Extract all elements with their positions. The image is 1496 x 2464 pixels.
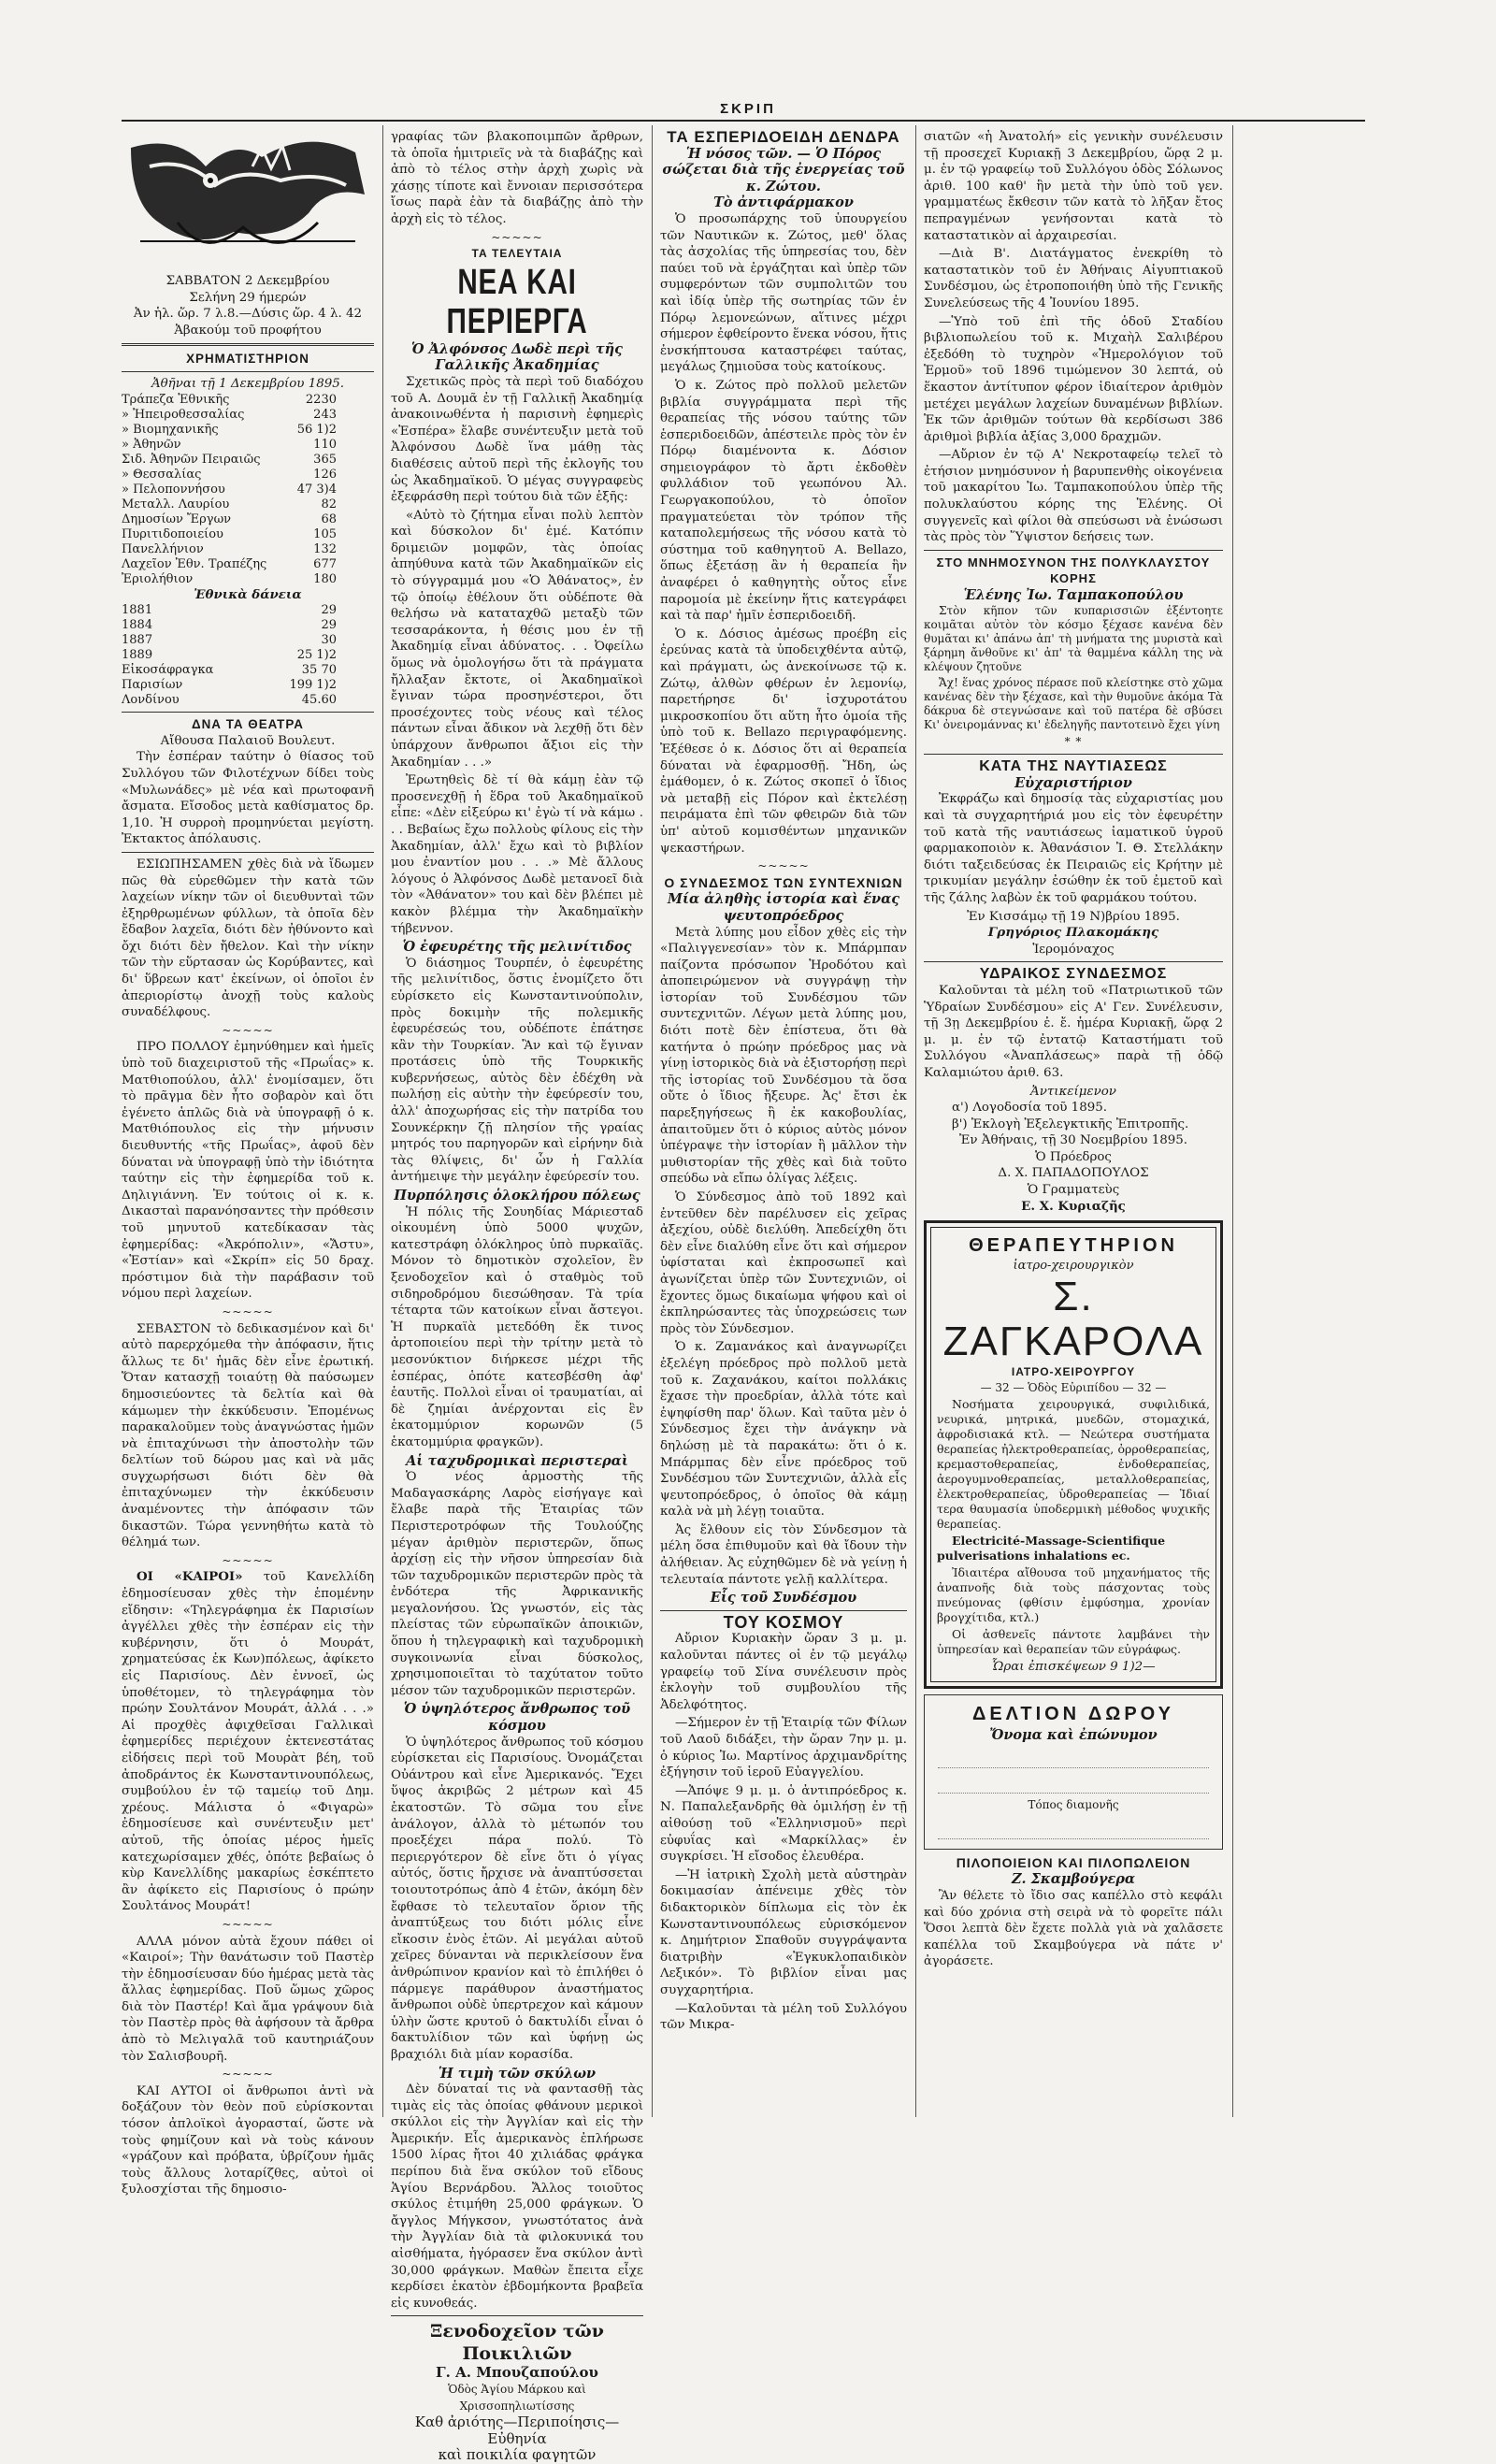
table-row <box>122 497 374 512</box>
article-paragraph: Αὔριον Κυριακὴν ὥραν 3 μ. μ. καλοῦνται πάντες οἱ ἐν τῷ μεγάλῳ γραφείῳ τοῦ Σίνα συνέλευσιν πρὸς ἐκλογὴν τοῦ συμβουλίου τῆς Ἀδελφότητος. <box>660 1632 907 1712</box>
article-paragraph: —Ὑπὸ τοῦ ἐπὶ τῆς ὁδοῦ Σταδίου βιβλιοπωλείου τοῦ κ. Μιχαὴλ Σαλιβέρου ἐξεδόθη τὸ τυχηρὸν «Ἡμερολόγιον τοῦ Ἑρμοῦ» τοῦ 1896 τιμώμενον 30 λεπτά, οὐ ἕκαστον ἀντίτυπον φέρον ἰδιαίτερον ἀριθμὸν μετέχει μεγάλων λαχείων δυναμένων βιβλίων. Ἐκ τῶν ἀριθμῶν τούτων θὰ κερδίσωσι 386 ἀριθμοὶ βιβλία ἀξίας 3,000 δραχμῶν. <box>924 314 1223 444</box>
table-row <box>122 393 374 408</box>
society-headline: ΤΟΥ ΚΟΣΜΟΥ <box>723 1612 844 1632</box>
article-paragraph: —Ἡ ἰατρικὴ Σχολὴ μετὰ αὐστηρὰν δοκιμασίαν ἀπένειμε χθὲς τὸν διδακτορικὸν δίπλωμα εἰς τὸν ἐκ Κωνσταντινουπόλεως εὐρισκόμενον κ. Δημήτριον Σπαθοῦν συγγράψαντα διατριβὴν «Ἐγκυκλοπαιδικὸν Λεξικόν». Τὸ βιβλίον εἶναι μας συγχαρητήρια. <box>660 1867 907 1997</box>
article-paragraph: ΑΛΛΑ μόνον αὐτὰ ἔχουν πάθει οἱ «Καιροί»; Τὴν θανάτωσιν τοῦ Παστὲρ τὴν ἐδημοσίευσαν δύο ἡμέρας μετὰ τὰς ἄλλας ἐφημερίδας. Ποῦ ὥμως χῶρος διὰ τὸν Παστέρ! Καὶ ἅμα γράψουν διὰ τὸν Παστὲρ πρὸς θὰ ἀφήσουν τὰ ἄρθρα ἀπὸ τὸ Μελιγαλᾶ τοῦ καυτηριάζουν τὸν Σαλισβουρῆ. <box>122 1934 374 2064</box>
exchange-title: ΧΡΗΜΑΤΙΣΤΗΡΙΟΝ <box>186 352 309 367</box>
hydra-secretary-name: Ε. Χ. Κυριαζῆς <box>1021 1198 1126 1214</box>
row-label: Λονδίνου <box>122 693 180 708</box>
hydra-secretary-label: Ὁ Γραμματεὺς <box>1027 1183 1120 1198</box>
table-row <box>122 572 374 587</box>
date-line-4: Ἀβακούμ τοῦ προφήτου <box>174 323 322 338</box>
table-row <box>122 483 374 497</box>
table-row <box>122 678 374 693</box>
clinic-text: Ἰδιαιτέρα αἴθουσα τοῦ μηχανήματος τῆς ἀναπνοῆς διὰ τοὺς πάσχοντας τοὺς πνεύμονας (φθίσιν ἐμφύσημα, χρονίαν βρογχίτιδα, κτλ.) <box>937 1565 1210 1625</box>
row-value: 677 <box>313 556 337 571</box>
clinic-role: ΙΑΤΡΟ-ΧΕΙΡΟΥΡΓΟΥ <box>1011 1364 1136 1378</box>
hotel-ad-address: Ὁδὸς Ἁγίου Μάρκου καὶ Χρισσοπηλιωτίσσης <box>448 2383 586 2413</box>
loans-table <box>122 603 374 708</box>
clinic-ad-inner <box>930 1227 1216 1681</box>
column-rule <box>915 125 916 2117</box>
exchange-table <box>122 393 374 587</box>
article-paragraph: Δὲν δύναταί τις νὰ φαντασθῇ τὰς τιμὰς εἰς τὰς ὁποίας φθάνουν μερικοὶ σκύλλοι εἰς τὴν Ἀγγλίαν καὶ εἰς τὴν Ἀμερικήν. Εἷς ἀμερικανὸς ἐπλήρωσε 1500 λίρας ἤτοι 40 χιλιάδας φράγκα περίπου διὰ ἕνα σκύλον τοῦ εἴδους Ἁγίου Βερνάρδου. Ἄλλος τοιοῦτος σκύλος ἐτιμήθη 25,000 φράγκων. Ὁ ἄγγλος Μήγκσον, γνωστότατος ἀνὰ τὴν Ἀγγλίαν διὰ τὰ φιλοκυνικά του αἰσθήματα, ἠγόρασεν ἕνα σκύλον ἀντὶ 30,000 φράγκων. Μαθὼν ἔπειτα εἶχε κερδίσει ἑκατὸν ἐβδομήκοντα βραβεῖα εἰς κυνοθεάς. <box>391 2082 643 2311</box>
article-paragraph: «Αὐτὸ τὸ ζήτημα εἶναι πολὺ λεπτὸν καὶ δύσκολον δι' ἐμέ. Κατόπιν δριμειῶν μομφῶν, τὰς ὁποίας ἀπηύθυνα κατὰ τῶν Ἀκαδημαϊκῶν εἰς τὸ σύγγραμμά μου «Ὁ Ἀθάνατος», ἐν τῷ ὁποίῳ ἐθέλουν ὅτι οὐδέποτε θὰ θελήσω νὰ καταταχθῶ μεταξὺ τῶν τεσσαράκοντα, ἡ θέσις μου ἐν τῇ Ἀκαδημίᾳ εἶναι ἀδύνατος. . . Ὀφείλω ὅμως νὰ ὁμολογήσω ὅτι τὰ πράγματα ἤλλαξαν ἔκτοτε, οἱ Ἀκαδημαϊκοὶ ἔγιναν τώρα προσηνέστεροι, ὅτι προσέχοντες τοὺς νέους καὶ τέλος πάντων εἶναι ἄδικον νὰ λεχθῇ ὅτι δὲν ὑπάρχουν ἄνθρωποι ἄξιοι εἰς τὴν Ἀκαδημίαν . . .» <box>391 508 643 770</box>
date-line-3: Ἀν ἡλ. ὥρ. 7 λ.8.—Δύσις ὥρ. 4 λ. 42 <box>133 307 363 322</box>
row-value: 29 <box>321 603 337 618</box>
clinic-subtitle: ἰατρο-χειρουργικὸν <box>1013 1259 1134 1274</box>
citrus-headline: ΤΑ ΕΣΠΕΡΙΔΟΕΙΔΗ ΔΕΝΔΡΑ <box>667 128 900 146</box>
article-paragraph: Ὁ προσωπάρχης τοῦ ὑπουργείου τῶν Ναυτικῶν κ. Ζώτος, μεθ' ὅλας τὰς ἀσχολίας τῆς ὑπηρεσίας του, δὲν παύει τοῦ νὰ ἐργάζηται καὶ ὑπὲρ τῶν συμφερόντων τῶν συμπολιτῶν του καὶ ἰδίᾳ ὑπὲρ τῆς σωτηρίας τῶν ἐν Πόρῳ λεμονεώνων, αἵτινες μέχρι σήμερον ἐφθείροντο ἕνεκα νόσου, ἥτις ἐνσκήπτουσα καταστρέφει ταύτας, μεγάλως ζημιοῦσα τοὺς κατοίκους. <box>660 211 907 375</box>
article-paragraph: —Αὔριον ἐν τῷ Α' Νεκροταφείῳ τελεῖ τὸ ἐτήσιον μνημόσυνον ἡ βαρυπενθὴς οἰκογένεια τοῦ μακαρίτου Ἰω. Ταμπακοπούλου ὑπὲρ τῆς πολυκλαύστου κόρης της Ἑλένης. Οἱ συγγενεῖς καὶ φίλοι θὰ σπεύσωσι νὰ ἐνώσωσι τὰς πρὸς τὸν Ὕψιστον δεήσεις των. <box>924 448 1223 545</box>
row-label: 1887 <box>122 633 153 648</box>
row-label: Μεταλλ. Λαυρίου <box>122 497 230 512</box>
row-label: Παρισίων <box>122 678 183 693</box>
nausea-signature-title: Ἱερομόναχος <box>1032 942 1115 957</box>
row-label: 1884 <box>122 618 153 633</box>
hydra-president-name: Δ. Χ. ΠΑΠΑΔΟΠΟΥΛΟΣ <box>998 1166 1149 1181</box>
row-label: Πυριτιδοποιείου <box>122 526 223 541</box>
article-paragraph: ΚΑΙ ΑΥΤΟΙ οἱ ἄνθρωποι ἀντὶ νὰ δοξάζουν τὸν θεὸν ποῦ εὑρίσκονται τόσον ἀπλοϊκοὶ ἀγορασταί, ὥστε νὰ τοὺς φημίζουν καὶ νὰ τοὺς κάνουν «γράζουν καὶ πρόβατα, ὑβρίζουν ἡμᾶς τοὺς ἄλλους λοταρίζθες, αὐτοὶ οἱ ξυλοσχίσται τῆς δημοσιο- <box>122 2083 374 2197</box>
clinic-ad <box>924 1220 1223 1688</box>
divider <box>122 712 374 713</box>
row-label: » Θεσσαλίας <box>122 467 202 482</box>
row-value: 2230 <box>305 392 337 407</box>
divider <box>924 754 1223 755</box>
hydra-agenda-item: β') Ἐκλογὴ Ἐξελεγκτικῆς Ἐπιτροπῆς. <box>952 1117 1189 1131</box>
row-value: 365 <box>313 452 337 467</box>
section-title: Ἡ τιμὴ τῶν σκύλων <box>438 2065 597 2082</box>
citrus-subheadline: Ἡ νόσος τῶν. — Ὁ Πόρος σώζεται διὰ τῆς ἐνεργείας τοῦ κ. Ζώτου. <box>662 145 905 195</box>
article-paragraph: Ὁ διάσημος Τουρπέν, ὁ ἐφευρέτης τῆς μελινίτιδος, ὅστις ἐνομίζετο ὅτι εὑρίσκετο εἰς Κωνσταντινούπολιν, πρὸς δοκιμὴν τῆς πολεμικῆς ἐφευρέσεώς του, οὐδέποτε ἐπάτησε κἂν τὴν Τουρκίαν. Ἂν καὶ τῷ ἔγιναν προτάσεις ὑπὸ τῆς Τουρκικῆς κυβερνήσεως, αὐτὸς δὲν ἐδέχθη νὰ πωλήσῃ εἰς αὐτὴν τὴν ἐφεύρεσίν του, ἀλλ' ἀποχωρήσας εἰς τὴν πατρίδα του Σουνκέρκην ζῇ πλησίον τῆς γραίας μητρός του παρηγορῶν καὶ εἰρήνην διὰ τὰς θλίψεις, δι' ὧν ἡ Γαλλία ἀντήμειψε τὴν μεγάλην ἐφεύρεσίν του. <box>391 956 643 1185</box>
article-paragraph: Καλοῦνται τὰ μέλη τοῦ «Πατριωτικοῦ τῶν Ὑδραίων Συνδέσμου» εἰς Α' Γεν. Συνέλευσιν, τῇ 3ῃ Δεκεμβρίου ἐ. ἔ. ἡμέρα Κυριακῇ, ὥρᾳ 2 μ. μ. ἐν τῷ ἐντατῷ Καταστήματι τοῦ Συλλόγου «Ἀναπλάσεως» παρὰ τῇ ὁδῷ Καλαμιώτου ἀριθ. 63. <box>924 983 1223 1080</box>
theatres-subtitle: Αἴθουσα Παλαιοῦ Βουλευτ. <box>160 733 336 748</box>
row-label: Σιδ. Ἀθηνῶν Πειραιῶς <box>122 452 261 467</box>
column-rule <box>1232 125 1233 2117</box>
hydra-headline: ΥΔΡΑΙΚΟΣ ΣΥΝΔΕΣΜΟΣ <box>979 966 1168 983</box>
clinic-title: ΘΕΡΑΠΕΥΤΗΡΙΟΝ <box>969 1235 1178 1257</box>
hotel-ad-title: Ξενοδοχεῖον τῶν Ποικιλιῶν <box>430 2321 604 2365</box>
column-rule <box>382 125 383 2117</box>
article-paragraph: Ἡ πόλις τῆς Σουηδίας Μάριεσταδ οἰκουμένη ὑπὸ 5000 ψυχῶν, κατεστράφη ὁλόκληρος ὑπὸ πυρκαϊᾶς. Μόνον τὸ δημοτικὸν σχολεῖον, ἓν ξενοδοχεῖον καὶ ὁ σταθμὸς τοῦ σιδηροδρόμου διεσώθησαν. Τὰ τρία τέταρτα τῶν κατοίκων εἶναι ἄστεγοι. Ἡ πυρκαϊὰ μετεδόθη ἔκ τινος ἀρτοποιείου περὶ τὴν τρίτην μετὰ τὸ μεσονύκτιον διήρκεσε μέχρι τῆς ἑσπέρας, ὁπότε κατεσβέσθη ἀφ' ἑαυτῆς. Πολλοὶ εἶναι οἱ τραυματίαι, αἱ δὲ ζημίαι ἀνέρχονται εἰς ἓν ἑκατομμύριον κορωνῶν (5 ἑκατομμύρια φραγκῶν). <box>391 1204 643 1449</box>
news-title: ΝΕΑ ΚΑΙ ΠΕΡΙΕΡΓΑ <box>446 262 588 341</box>
hat-shop-text: Ἂν θέλετε τὸ ἴδιο σας καπέλλο στὸ κεφάλι καὶ δύο χρόνια στὴ σειρὰ νὰ τὸ φορεῖτε πάλι Ὅσοι λεπτὰ δὲν ἔχετε πολλὰ γιὰ νὰ χαλᾶσετε καπέλλα τοῦ Σκαμβούγερα νὰ πάτε ν' ἀγοράσετε. <box>924 1889 1223 1969</box>
article-paragraph: Ὁ ὑψηλότερος ἄνθρωπος τοῦ κόσμου εὑρίσκεται εἰς Παρισίους. Ὀνομάζεται Οὐάντρου καὶ εἶνε Ἀμερικανός. Ἔχει ὕψος ἀκριβῶς 2 μέτρων καὶ 45 ἑκατοστῶν. Τὸ σῶμα του εἶνε ἀνάλογον, ἀλλὰ τὸ μέτωπόν του προεξέχει πάρα πολύ. Τὸ περιεργότερον δὲ εἶνε ὅτι ὁ γίγας αὐτός, ὅστις ἤρχισε νὰ ἀναπτύσσεται τοιουτοτρόπως ἀπὸ 4 ἐτῶν, ἀκόμη δὲν ἔφθασε τὸ τελευταῖον ὅριον τῆς ἀναπτύξεως του διότι μόλις εἶνε εἴκοσιν ἐνὸς ἐτῶν. Αἱ μεγάλαι αὐτοῦ χεῖρες δύνανται νὰ περικλείσουν ἕνα ἀνθρώπινον κρανίον καὶ τὸ ἐπιλήθει ὁ πάρμεγε παράθυρον ἀναστήματος ἄνθρωποι οὐδὲ ὑπερτρεχον καὶ κάμουν ὑλὴν ὥστε κρυτοῦ ὁ δακτυλίδι εἶναι ὁ δακτυλίδιον τῶν καὶ ὑφήνῃ ὡς βραχιόλι διὰ μίαν κορασίδα. <box>391 1735 643 2062</box>
clinic-text: Οἱ ἀσθενεῖς πάντοτε λαμβάνει τὴν ὑπηρεσίαν καὶ θεραπείαν τῶν εὐγράφως. <box>937 1627 1210 1657</box>
article-paragraph: Ὁ νέος ἁρμοστὴς τῆς Μαδαγασκάρης Λαρὸς εἰσήγαγε καὶ ἔλαβε παρὰ τῆς Ἑταιρίας τῶν Περιστεροτρόφων τῆς Τουλούζης μέγαν ἀριθμὸν περιστερῶν, ὅπως ἀρχίσῃ εἰς τὴν νῆσον ὑπηρεσίαν διὰ τῶν ταχυδρομικῶν περιστερῶν πρὸς τὰ ἐνδότερα τῆς Ἀφρικανικῆς μεγαλονήσου. Ὡς γνωστόν, εἰς τὰς πλείστας τῶν εὐρωπαϊκῶν ἀποικιῶν, ὅπου ἡ τηλεγραφικὴ καὶ ταχυδρομικὴ συγκοινωνία εἶναι δύσκολος, χρησιμοποιεῖται τὸ ταχύτατον τοῦτο μέσον τῶν ταχυδρομικῶν περιστερῶν. <box>391 1470 643 1698</box>
clinic-address: — 32 — Ὁδὸς Εὐριπίδου — 32 — <box>980 1381 1167 1395</box>
nausea-headline: ΚΑΤΑ ΤΗΣ ΝΑΥΤΙΑΣΕΩΣ <box>979 758 1168 775</box>
row-label: Ἐριολήθιον <box>122 571 194 586</box>
table-row <box>122 618 374 633</box>
hydra-agenda-title: Ἀντικείμενον <box>1030 1084 1116 1099</box>
row-value: 132 <box>313 541 337 556</box>
article-paragraph: ΣΕΒΑΣΤΟΝ τὸ δεδικασμένον καὶ δι' αὐτὸ παρερχόμεθα τὴν ἀπόφασιν, ἥτις ἄλλως τε δι' ἡμᾶς δὲν εἶνε ἐρωτική. Ὅταν κατασχῇ τοιαύτῃ θὰ παύσωμεν δημοσιεύοντες τὰ δελτία καὶ θὰ κάμωμεν τὴν ἐκκύδευσιν. Ἐπομένως παρακαλοῦμεν τοὺς ἀναγνώστας ἡμῶν νὰ ἐπιταχύνωσι τὴν ἀποστολὴν τῶν δελτίων τοῦ δώρου μας καὶ νὰ μᾶς συγχωρήσωσι διότι δὲν θὰ ἐπιταχύνωμεν τὴν ἐκκύδευσιν ἀναμένοντες τὴν ἀπόφασιν τῶν δικαστῶν. Τώρα γεννηθήτω κατὰ τὸ θέλημά των. <box>122 1321 374 1550</box>
nausea-place-date: Ἐν Κισσάμῳ τῇ 19 Ν)βρίου 1895. <box>967 909 1180 924</box>
row-label: Δημοσίων Ἔργων <box>122 512 232 526</box>
table-row <box>122 438 374 453</box>
top-rule <box>122 120 1365 122</box>
table-row <box>122 527 374 542</box>
table-row <box>122 453 374 468</box>
ornament: ~~~~~ <box>222 1917 274 1931</box>
masthead-logo <box>122 129 374 267</box>
row-value: 29 <box>321 618 337 633</box>
article-paragraph: Ἐρωτηθεὶς δὲ τί θὰ κάμῃ ἐὰν τῷ προσενεχθῇ ἡ ἕδρα τοῦ Ἀκαδημαϊκοῦ εἶπε: «Δὲν εἰξεύρω κι' ἐγὼ τί νὰ κάμω . . . Βεβαίως ἔχω πολλοὺς φίλους εἰς τὴν Ἀκαδημίαν, ἀλλ' ἔχω καὶ τὸ βιβλίον μου ἐναντίον μου . . .» Μὲ ἄλλους λόγους ὁ Ἀλφόνσος Δωδὲ μετανοεῖ διὰ τὸν «Ἀθάνατον» του καὶ δὲν βλέπει μὲ κακὸν βλέμμα τὴν Ἀκαδημαϊκὴν τήβεννον. <box>391 773 643 936</box>
section-title: Ὁ ἐφευρέτης τῆς μελινίτιδος <box>402 939 632 956</box>
clinic-text: Νοσήματα χειρουργικά, συφιλιδικά, νευρικά, μητρικά, μυεδῶν, στομαχικά, ἀφροδισιακά κτλ. — Νεώτερα συστήματα θεραπείας ἠλεκτροθεραπείας, ὀρροθεραπείας, κρεμαστοθεραπείας, ἐνδοθεραπείας, ἀερογυμνοθεραπείας, μεταλλοθεραπείας, ἐλεκτροθεραπείας, ὑδροθεραπείας — Ἰδιαί τερα θαυμασία ὑποδερμικὴ μέθοδος ψυχικῆς θεραπείας. <box>937 1397 1210 1532</box>
hat-shop-title: ΠΙΛΟΠΟΙΕΙΟΝ ΚΑΙ ΠΙΛΟΠΩΛΕΙΟΝ <box>956 1854 1191 1870</box>
hotel-ad-line2: καὶ ποικιλία φαγητῶν <box>438 2446 597 2464</box>
row-label: » Βιομηχανικῆς <box>122 422 219 437</box>
kairoi-lead: ΟΙ «ΚΑΙΡΟΙ» <box>137 1569 243 1585</box>
ornament: ~~~~~ <box>757 859 810 873</box>
gift-name-line[interactable] <box>938 1747 1209 1768</box>
section-title: Πυρπόλησις ὁλοκλήρου πόλεως <box>394 1188 640 1204</box>
hydra-agenda-item: α') Λογοδοσία τοῦ 1895. <box>952 1101 1108 1116</box>
exchange-subtitle: Ἀθῆναι τῇ 1 Δεκεμβρίου 1895. <box>151 376 345 391</box>
table-row <box>122 648 374 663</box>
gift-place-line[interactable] <box>938 1818 1209 1839</box>
row-label: Τράπεζα Ἐθνικῆς <box>122 392 230 407</box>
guilds-subheadline: Μία ἀληθὴς ἱστορία καὶ ἕνας ψευτοπρόεδρος <box>667 891 900 924</box>
article-paragraph: —Σήμερον ἐν τῇ Ἑταιρίᾳ τῶν Φίλων τοῦ Λαοῦ διδάξει, τὴν ὥραν 7ην μ. μ. ὁ κύριος Ἰω. Μαρτίνος ἀρχιμανδρίτης ἐξήγησιν τοῦ ἱεροῦ Εὐαγγελίου. <box>660 1716 908 1780</box>
row-label: Λαχεῖον Ἐθν. Τραπέζης <box>122 556 267 571</box>
memorial-name: Ἑλένης Ἰω. Ταμπακοπούλου <box>963 587 1184 604</box>
loans-title: Ἐθνικὰ δάνεια <box>194 586 302 602</box>
row-label: Πανελλήνιον <box>122 541 204 556</box>
hydra-president-label: Ὁ Πρόεδρος <box>1035 1149 1112 1164</box>
hat-shop-name: Ζ. Σκαμβούγερα <box>1011 1871 1136 1888</box>
gift-name-line[interactable] <box>938 1772 1209 1794</box>
divider <box>924 961 1223 962</box>
row-value: 126 <box>313 467 337 482</box>
ornament: ~~~~~ <box>222 2068 274 2082</box>
divider <box>122 852 374 853</box>
table-row <box>122 557 374 572</box>
theatres-body: Τὴν ἑσπέραν ταύτην ὁ θίασος τοῦ Συλλόγου τῶν Φιλοτέχνων δίδει τοὺς «Μυλωνάδες» μὲ νέα καὶ πρωτοφανῆ ἄσματα. Εἴσοδος μετὰ καθίσματος δρ. 1,10. Ἡ συρροὴ προμηνύεται μεγίστη. Ἐκτακτος ἀπόλαυσις. <box>122 750 374 847</box>
section-title: Ὁ Ἀλφόνσος Δωδὲ περὶ τῆς Γαλλικῆς Ἀκαδημίας <box>411 340 623 374</box>
row-value: 56 1)2 <box>296 422 337 437</box>
row-value: 82 <box>321 497 337 512</box>
row-value: 199 1)2 <box>289 678 337 693</box>
article-paragraph: ΠΡΟ ΠΟΛΛΟΥ ἐμηνύθημεν καὶ ἡμεῖς ὑπὸ τοῦ διαχειριστοῦ τῆς «Πρωΐας» κ. Ματθιοπούλου, ἀλλ' ἐνομίσαμεν, ὅτι τὸ πρᾶγμα δὲν ἦτο σοβαρὸν καὶ ὅτι ἐγένετο ἁπλῶς διὰ νὰ ὑπογραφῇ ὁ κ. Ματθιόπουλος εἰς τὴν μήνυσιν διευθυντής «τῆς Πρωΐας», ἀφοῦ δὲν δύναται νὰ ὑπογραφῇ ὑπὸ τὴν ἰδιότητα ταύτην εἰς τὴν ἐφημερίδα τοῦ κ. Δηλιγιάννη. Ἐν τούτοις οἱ κ. κ. Δικασταὶ παρανόησαντες τὴν πρόθεσιν τοῦ μηνυτοῦ κατεδίκασαν τὰς ἐφημερίδας: «Ἀκρόπολιν», «Ἄστυ», «Ἑστίαν» καὶ «Σκρίπ» εἰς 50 δραχ. πρόστιμον διὰ τὴν παράβασιν τοῦ νόμου περὶ λαχείων. <box>122 1040 374 1302</box>
row-label: » Ἠπειροθεσσαλίας <box>122 407 245 422</box>
table-row <box>122 423 374 438</box>
column-2 <box>391 129 643 2464</box>
row-value: 35 70 <box>301 663 337 678</box>
row-value: 68 <box>321 512 337 526</box>
article-paragraph: Ὁ κ. Δόσιος ἀμέσως προέβη εἰς ἐρεύνας κατὰ τὰ ὑποδειχθέντα αὐτῷ, καὶ πράγματι, ὡς ἀνεκοίνωσε τῷ κ. Ζώτῳ, ἀλθὼν φθέρων ἐν λεμονίῳ, παρετήρησε δι' ἰσχυροτάτου μικροσκοπίου ὅτι αὕτη ἦτο ὁμοία τῆς ὑπὸ τοῦ κ. Bellazo περιγραφόμενης. Ἐξέθεσε ὁ κ. Δόσιος ὅτι αἱ θεραπεία δύναται νὰ ἐφαρμοσθῇ. Ἤδη, ὡς ἐμάθομεν, ὁ κ. Ζώτος σκοπεῖ ὁ ἴδιος νὰ μεταβῇ εἰς Πόρον καὶ ἐκτελέσῃ πειράματα ἐπὶ τῶν φθειρῶν διὰ τῶν ὑπ' αὐτοῦ κομισθέντων μηχανικῶν ψεκαστήρων. <box>660 627 907 856</box>
row-value: 110 <box>313 437 337 452</box>
hotel-ad-line1: Καθ ἀριότης—Περιποίησις—Εὐθηνία <box>414 2414 620 2447</box>
row-label: Εἰκοσάφραγκα <box>122 663 214 678</box>
article-paragraph: —Ἀπόψε 9 μ. μ. ὁ ἀντιπρόεδρος κ. Ν. Παπαλεξανδρῆς θὰ ὁμιλήσῃ ἐν τῇ αἰθούσῃ τοῦ «Ἑλληνισμοῦ» περὶ εὐφυΐας καὶ «Μαρκίλλας» ἐν συγκρίσει. Ἡ εἴσοδος ἐλευθέρα. <box>660 1783 907 1865</box>
table-row <box>122 603 374 618</box>
citrus-subheadline-2: Τὸ ἀντιφάρμακον <box>713 195 854 211</box>
row-value: 30 <box>321 633 337 648</box>
date-line-1: ΣΑΒΒΑΤΟΝ 2 Δεκεμβρίου <box>165 274 330 288</box>
memorial-title: ΣΤΟ ΜΝΗΜΟΣΥΝΟΝ ΤΗΣ ΠΟΛΥΚΛΑΥΣΤΟΥ ΚΟΡΗΣ <box>936 555 1211 586</box>
divider <box>122 371 374 372</box>
article-paragraph: γραφίας τῶν βλακοποιμπῶν ἄρθρων, τὰ ὁποῖα ἡμιτριεῖς νὰ τὰ διαβάζῃς καὶ ἀπὸ τὸ τέλος στὴν ἀρχὴ χωρὶς νὰ χάσῃς τίποτε καὶ ἔννοιαν περισσότερα ἴσως παρὰ ἐὰν τὰ διαβάζῃς ἀπὸ τὴν ἀρχὴ εἰς τὸ τέλος. <box>391 130 643 226</box>
table-row <box>122 408 374 423</box>
article-paragraph: ΕΣΙΩΠΗΣΑΜΕΝ χθὲς διὰ νὰ ἴδωμεν πῶς θὰ εὑρεθῶμεν τὴν κατὰ τῶν λαχείων νίκην τῶν οἱ διευθυνταὶ τῶν ἐξηρθρωμένων φύλλων, τὰ ὁποῖα δὲν ἔδαβον λαχεῖα, διότι δὲν ἠθύνοντο καὶ ὄχι διότι δὲν ἤθελον. Καὶ τὴν νίκην τῶν τὴν εὕρτασαν ὡς Κορύβαντες, καὶ δι' ὕβρεων κατ' ἐκείνων, οἱ ὁποῖοι ἐν ἀπεριορίστῳ ἀνοχῇ τοὺς καλοὺς συναδέλφους. <box>122 857 374 1020</box>
row-value: 180 <box>313 571 337 586</box>
memorial-poem: Στὸν κῆπον τῶν κυπαρισσιῶν ἐξέντοητε κοιμᾶται αὐτὸν τὸν κόσμο ξέχασε κανένα δὲν θυμᾶται κι' ἀπάνω ἀπ' τὴ μνήματα της μυριστὰ καὶ ξάρημη ἄνθοῦνε κι' ἀπ' τὰ θαμμένα κάλλη της νὰ κλέψουν ζητοῦνε <box>924 603 1223 673</box>
ornament: * * <box>1064 734 1083 748</box>
paper-name-top: ΣΚΡΙΠ <box>720 101 776 117</box>
article-paragraph: Ὁ κ. Ζώτος πρὸ πολλοῦ μελετῶν βιβλία συγγράμματα περὶ τῆς θεραπείας τῆς νόσου ταύτης τῶν ἑσπεριδοειδῶν, ἀπέστειλε πρὸς τὸν ἐν Πόρῳ διαμένοντα κ. Δόσιον σημειογράφον τὸ ἄρτι ἐκδοθὲν φυλλάδιον τοῦ γεωπόνου Ἀλ. Γεωργακοπούλου, τὸ ὁποῖον πραγματεύεται τὸν τρόπον τῆς καταπολεμήσεως τῆς νόσου κατὰ τὸ σύστημα τοῦ καθηγητοῦ Α. Bellazo, ὅπως ἐξετάσῃ ἂν ἡ θεραπεία ἣν ἀναφέρει ὁ καθηγητὴς οὗτος εἶνε παρομοία μὲ ἐκείνην ἥτις κατεγράφει καὶ τὰ παρ' ἡμῖν ἑσπεριδοειδῆ. <box>660 378 907 624</box>
row-label: » Πελοποννήσου <box>122 482 225 497</box>
table-row <box>122 693 374 708</box>
table-row <box>122 633 374 648</box>
news-kicker: ΤΑ ΤΕΛΕΥΤΑΙΑ <box>471 247 563 261</box>
nausea-subheadline: Εὐχαριστήριον <box>1014 774 1132 791</box>
divider <box>924 550 1223 551</box>
article-paragraph <box>122 1569 374 1914</box>
guilds-signature: Εἷς τοῦ Συνδέσμου <box>710 1590 857 1607</box>
guilds-headline: Ο ΣΥΝΔΕΣΜΟΣ ΤΩΝ ΣΥΝΤΕΧΝΙΩΝ <box>664 874 903 890</box>
row-value: 105 <box>313 526 337 541</box>
gift-title: ΔΕΛΤΙΟΝ ΔΩΡΟΥ <box>971 1703 1175 1724</box>
gift-name-label: Ὄνομα καὶ ἐπώνυμον <box>989 1726 1158 1743</box>
table-row <box>122 542 374 557</box>
row-value: 47 3)4 <box>296 482 337 497</box>
clinic-hours: Ὧραι ἐπισκέψεων 9 1)2— <box>991 1660 1156 1675</box>
article-paragraph: σιατῶν «ἡ Ἀνατολή» εἰς γενικὴν συνέλευσιν τῇ προσεχεῖ Κυριακῇ 3 Δεκεμβρίου, ὥρᾳ 2 μ. μ. ἐν τῷ γραφείῳ τοῦ Συλλόγου ὁδὸς Σόλωνος ἀριθ. 100 καθ' ἣν μετὰ τὴν ὑπὸ τοῦ γεν. γραμματέως ἔκθεσιν τῶν κατὰ τὸ λῆξαν ἔτος πεπραγμένων γενήσονται κατὰ τὸ καταστατικὸν αἱ ἀρχαιρεσίαι. <box>924 130 1223 243</box>
ornament: ~~~~~ <box>222 1553 274 1567</box>
theatres-title: ΔΝΑ ΤΑ ΘΕΑΤΡΑ <box>192 717 304 732</box>
date-line-2: Σελήνη 29 ήμερών <box>189 290 307 305</box>
table-row <box>122 512 374 527</box>
column-rule <box>652 125 653 2117</box>
nausea-signature: Γρηγόριος Πλακομάκης <box>987 925 1159 941</box>
row-label: 1881 <box>122 603 153 618</box>
article-paragraph: —Καλοῦνται τὰ μέλη τοῦ Συλλόγου τῶν Μικρα- <box>660 2001 907 2033</box>
column-4 <box>924 129 1223 2111</box>
gift-place-label: Τόπος διαμονῆς <box>1028 1798 1119 1812</box>
table-row <box>122 663 374 678</box>
article-paragraph: Ὁ κ. Ζαμανάκος καὶ ἀναγνωρίζει ἐξελέγη πρόεδρος πρὸ πολλοῦ μετὰ τοῦ κ. Ζαχανάκου, καίτοι πολλάκις ἔχασε τὴν προεδρίαν, ἀλλὰ τότε καὶ ἐψηφίσθη παρ' ὅλων. Καὶ ταῦτα μὲν ὁ Σύνδεσμος ἔχει τὴν ἀνάγκην νὰ δηλώσῃ μὲ τὰ παρακάτω: ὅτι ὁ κ. Μπάρμπας δὲν εἶνε πρόεδρος τοῦ Συνδέσμου τῶν Συντεχνιῶν, ἀλλὰ εἷς ψευτοπρόεδρος, ὁ ὁποῖος θὰ κάμῃ καλὰ νὰ μὴ λέγῃ τοιαῦτα. <box>660 1340 907 1520</box>
ornament: ~~~~~ <box>491 230 543 244</box>
gift-coupon[interactable] <box>924 1694 1223 1850</box>
row-label: » Ἀθηνῶν <box>122 437 181 452</box>
clinic-name: Σ. ΖΑΓΚΑΡΟΛΑ <box>942 1273 1204 1364</box>
clinic-text: Electricité-Massage-Scientifique pulverisations inhalations ec. <box>937 1534 1166 1563</box>
ornament: ~~~~~ <box>222 1304 274 1318</box>
devil-logo-icon <box>122 129 374 267</box>
hydra-date: Ἐν Ἀθήναις, τῇ 30 Νοεμβρίου 1895. <box>958 1133 1188 1148</box>
row-value: 25 1)2 <box>296 648 337 663</box>
section-title: Ὁ ὑψηλότερος ἄνθρωπος τοῦ κόσμου <box>403 1701 631 1735</box>
divider <box>660 1610 907 1611</box>
ornament: ~~~~~ <box>222 1023 274 1037</box>
divider <box>122 343 374 346</box>
row-value: 45.60 <box>301 693 337 708</box>
hotel-ad-name: Γ. Α. Μπουζαπούλου <box>436 2364 598 2382</box>
section-title: Αἱ ταχυδρομικαὶ περιστεραὶ <box>406 1452 628 1469</box>
article-paragraph: Σχετικῶς πρὸς τὰ περὶ τοῦ διαδόχου τοῦ Α. Δουμᾶ ἐν τῇ Γαλλικῇ Ἀκαδημίᾳ ἀνακοινωθέντα ἡ παρισινὴ ἐφημερὶς «Ἑσπέρα» ἔλαβε συνέντευξιν μετὰ τοῦ Ἀλφόνσου Δωδὲ ἵνα μάθῃ τὰς διαθέσεις αὐτοῦ περὶ τῆς ἐκλογῆς του ὡς Ἀκαδημαϊκοῦ. Ὁ μέγας συγγραφεὺς ἐξεφράσθη περὶ τούτου διὰ τῶν ἑξῆς: <box>391 374 643 505</box>
memorial-poem: Ἄχ! ἕνας χρόνος πέρασε ποῦ κλείστηκε στὸ χῶμα κανένας δὲν τὴν ξέχασε, καὶ τὴν θυμοῦνε ἀκόμα Τὰ δάκρυα δὲ στεγνώσανε καὶ τοῦ πατέρα δὲ σβύσει Κι' ὀνειρομάννας κι' ἐδεληγῆς παντοτεινὸ ἔχει γίνη <box>924 675 1223 731</box>
row-label: 1889 <box>122 648 153 663</box>
column-3 <box>660 129 907 2111</box>
column-1 <box>122 129 374 2197</box>
article-paragraph: Ἐκφράζω καὶ δημοσίᾳ τὰς εὐχαριστίας μου καὶ τὰ συγχαρητήριά μου εἰς τὸν ἐφευρέτην τοῦ κατὰ τῆς ναυτιάσεως ἰαματικοῦ ὑγροῦ φαρμακοποιὸν κ. Ἀθανάσιον Ἰ. Θ. Στελλάκην διότι ταξειδεύσας ἐκ Πειραιῶς εἰς Κρήτην μὲ τρικυμίαν μεγάλην ἐσώθην ἐκ τοῦ ἐμετοῦ καὶ τῆς ζάλης λαβὼν ἐκ τοῦ φαρμάκου τούτου. <box>924 792 1223 905</box>
article-paragraph: Μετὰ λύπης μου εἶδον χθὲς εἰς τὴν «Παλιγγενεσίαν» τὸν κ. Μπάρμπαν παίζοντα πρόσωπον Ἡροδότου καὶ ἀποπειρώμενον νὰ συγγράψῃ τὴν ἱστορίαν τοῦ Συνδέσμου τῶν συντεχνιτῶν. Λέγων μετὰ λύπης μου, διότι ποτὲ δὲν ἐπίστευα, ὅτι θὰ κατήντα ὁ πρώην πρόεδρος μας νὰ γίνῃ ἱστορικὸς διὰ νὰ ἐξιστορήσῃ περὶ τῆς ἱστορίας τοῦ Συνδέσμου τὰ ὅσα οὔτε ὁ ἴδιος ἤξευρε. Ἀς' ἔτσι ἐκ παρεξηγήσεως ἢ ἐκ κακοβουλίας, ἀπαιτοῦμεν ὅτι ὁ κύριος αὐτὸς μόνον ὑπέγραψε τὴν ἱστορίαν ἢ μᾶλλον τὴν μυθιστορίαν τῆς χθὲς καὶ διὰ τοῦτο σπεύδω νὰ εἴπω ὀλίγας λέξεις. <box>660 925 907 1187</box>
article-paragraph: —Διὰ Β'. Διατάγματος ἐνεκρίθη τὸ καταστατικὸν τοῦ ἐν Ἀθήναις Αἰγυπτιακοῦ Συνδέσμου, ὡς ἐτροποποιήθη ὑπὸ τῆς Γενικῆς Συνελεύσεως τῆς 4 Ἰουνίου 1895. <box>924 247 1223 310</box>
row-value: 243 <box>313 407 337 422</box>
divider <box>391 2315 643 2316</box>
table-row <box>122 468 374 483</box>
article-paragraph: Ὁ Σύνδεσμος ἀπὸ τοῦ 1892 καὶ ἐντεῦθεν δὲν παρέλυσεν εἰς χεῖρας ἀξεχίου, οὐδὲ διελύθη. Ἀπεδείχθη ὅτι δὲν εἶνε διαλύθη εἶνε ὅτι καὶ σήμερον ὑφίσταται καὶ ἐκπροσωπεῖ καὶ ἀγωνίζεται ὑπὲρ τῶν Συντεχνιῶν, οἱ ἔχοντες ὅμως δικαίωμα ψήφου καὶ οἱ ἐκπληρώσαντες τὰς ὑποχρεώσεις των πρὸς τὸν Σύνδεσμον. <box>660 1190 907 1336</box>
article-paragraph: Ἀς ἔλθουν εἰς τὸν Σύνδεσμον τὰ μέλη ὅσα ἐπιθυμοῦν καὶ θὰ ἴδουν τὴν ἀλήθειαν. Ἀς εὐχηθῶμεν δὲ νὰ γείνῃ ἡ τελευταία πάντοτε γελῇ καλλίτερα. <box>660 1522 907 1587</box>
kairoi-text: τοῦ Κανελλίδη ἐδημοσίευσαν χθὲς τὴν ἑπομένην εἴδησιν: «Τηλεγράφημα ἐκ Παρισίων ἀγγέλλει χθὲς τὴν ἑσπέραν εἰς τὴν κυβέρνησιν, ὅτι ὁ Μουράτ, χρηματεύσας ἐκ Κων)πόλεως, ἀφίκετο εἰς Παρισίους. Δὲν ἐννοεῖ, ὡς ὑποθέτομεν, τὸ τηλεγράφημα τὸν πρώην Σουλτάνον Μουράτ, ἀλλά . . .» Αἱ προχθὲς ἀφιχθεῖσαι Γαλλικαὶ ἐφημερίδες περιέχουν ἐκτενεστάτας εἰδήσεις περὶ τοῦ Μουρὰτ βέη, τοῦ ἀποδράντος ἐκ Κωνσταντινουπόλεως, συμβούλου ἐν τῷ ταμείῳ τοῦ Δημ. χρέους. Μάλιστα ὁ «Φιγαρὼ» ἐδημοσίευσε καὶ συνέντευξιν μετ' αὐτοῦ, τῆς ὁποίας μέρος ἡμεῖς κατεχωρίσαμεν χθές, ὁπότε βεβαίως ὁ κὺρ Κανελλίδης μακαρίως ἐσκέπτετο ἂν ἀφίκετο εἰς Παρισίους ὁ πρώην Σουλτάνος Μουράτ! <box>122 1570 374 1914</box>
